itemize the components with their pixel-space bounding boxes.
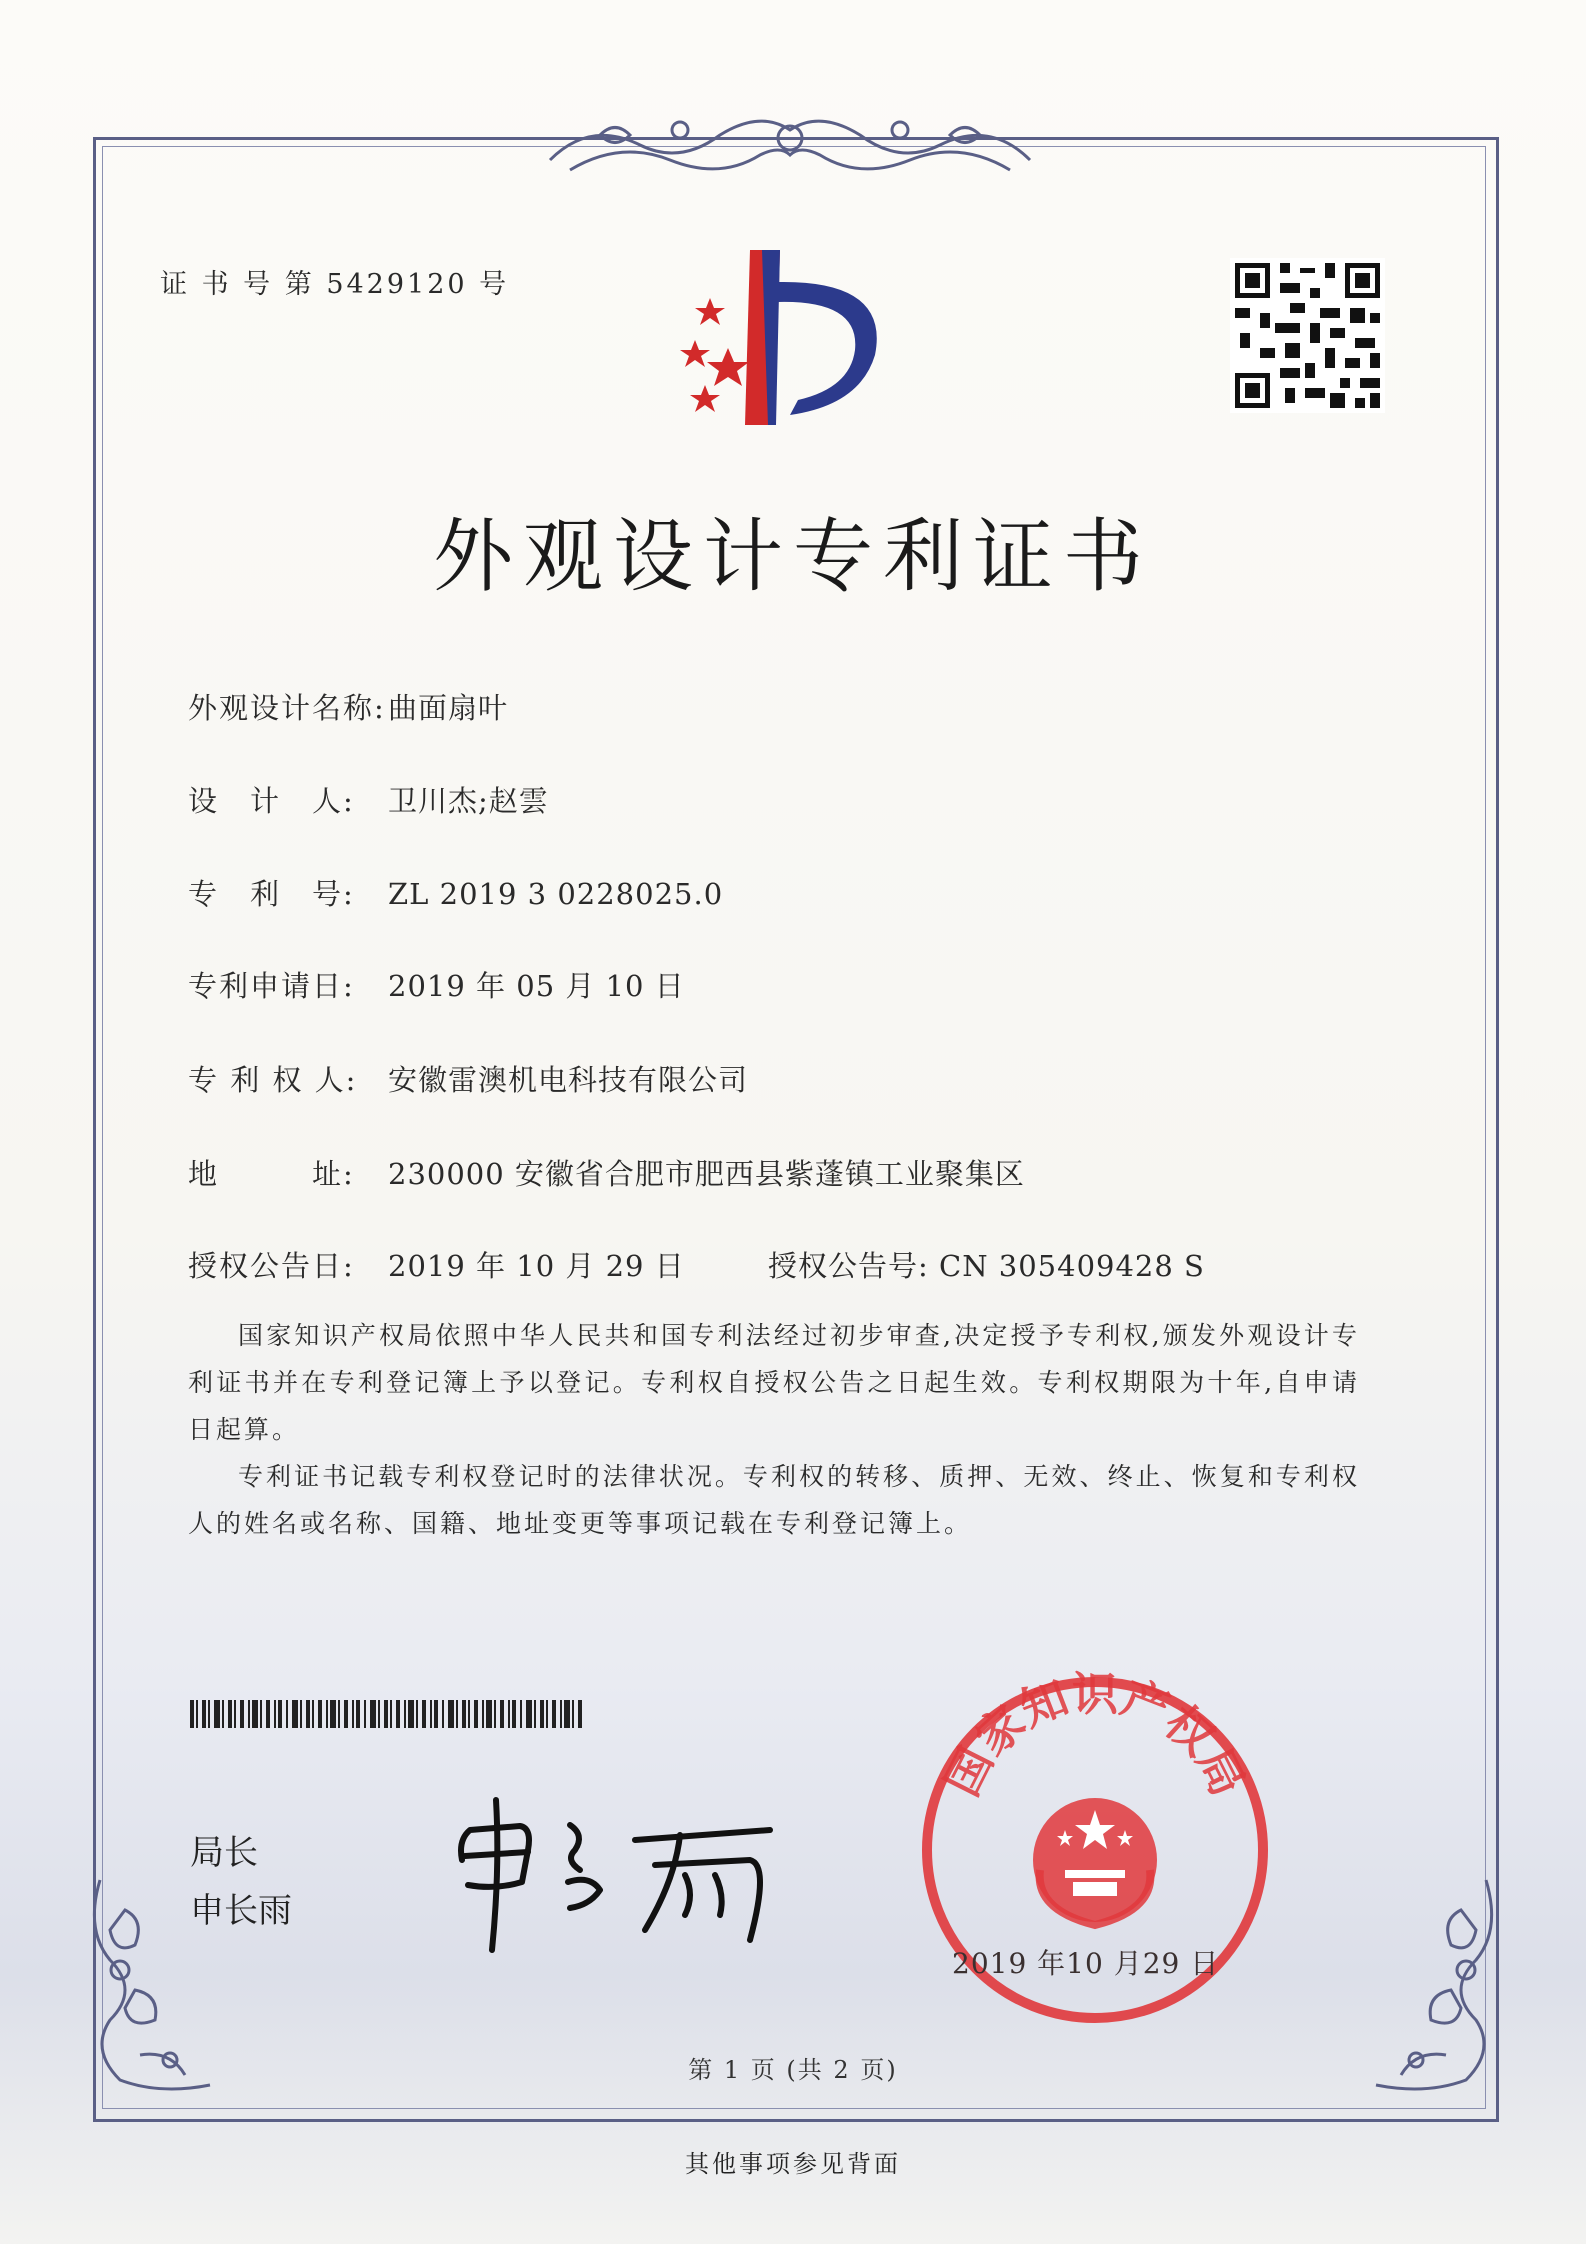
field-grant-date [188, 1244, 685, 1285]
field-value: ZL 2019 3 0228025.0 [388, 877, 724, 911]
footer-note: 其他事项参见背面 [685, 2150, 901, 2178]
seal-org-text: 国家知识产权局 [934, 1670, 1256, 1805]
certificate-number: 证 书 号 第 5429120 号 [160, 269, 510, 300]
signatory-role: 局长 [190, 1833, 258, 1873]
field-designer [188, 779, 549, 820]
field-label: 专利申请日: [188, 969, 355, 1003]
top-ornament [530, 100, 1050, 190]
signatory-name: 申长雨 [190, 1891, 292, 1931]
field-value: 2019 年 10 月 29 日 [388, 1249, 685, 1283]
page-title: 外观设计专利证书 [433, 510, 1153, 603]
body-paragraph: 国家知识产权局依照中华人民共和国专利法经过初步审查,决定授予专利权,颁发外观设计专利证书并在专利登记簿上予以登记。专利权自授权公告之日起生效。专利权期限为十年,自申请日起算。 [188, 1321, 1360, 1444]
field-patentee [188, 1058, 748, 1099]
field-grant-number [768, 1244, 1205, 1285]
field-label: 地 址: [188, 1157, 355, 1191]
field-value: CN 305409428 S [939, 1249, 1205, 1283]
field-patent-number [188, 872, 723, 913]
field-label: 授权公告日: [188, 1249, 355, 1283]
seal-date: 2019 年10 月29 日 [952, 1947, 1220, 1980]
field-application-date [188, 964, 685, 1005]
body-paragraph: 专利证书记载专利权登记时的法律状况。专利权的转移、质押、无效、终止、恢复和专利权人的姓名或名称、国籍、地址变更等事项记载在专利登记簿上。 [188, 1462, 1360, 1538]
field-label: 授权公告号: [768, 1249, 929, 1283]
field-design-name [188, 686, 508, 727]
cnipa-logo-icon [650, 240, 900, 440]
svg-text:国家知识产权局 [935, 1670, 1256, 1804]
field-value: 曲面扇叶 [388, 691, 509, 725]
field-value: 安徽雷澳机电科技有限公司 [388, 1063, 749, 1097]
certificate-body [188, 1312, 1360, 1547]
field-label: 专 利 号: [188, 877, 355, 911]
field-label: 外观设计名称: [188, 691, 386, 725]
handwritten-signature-icon [450, 1790, 780, 1960]
qr-code-icon [1230, 258, 1385, 413]
page-number: 第 1 页 (共 2 页) [688, 2056, 898, 2084]
field-label: 设 计 人: [188, 784, 355, 818]
border-inner [102, 146, 1486, 2109]
field-value: 卫川杰;赵雲 [388, 784, 549, 818]
field-value: 230000 安徽省合肥市肥西县紫蓬镇工业聚集区 [388, 1157, 1025, 1191]
barcode-icon [190, 1700, 582, 1728]
field-address [188, 1152, 1025, 1193]
field-value: 2019 年 05 月 10 日 [388, 969, 685, 1003]
field-label: 专 利 权 人: [188, 1063, 358, 1097]
